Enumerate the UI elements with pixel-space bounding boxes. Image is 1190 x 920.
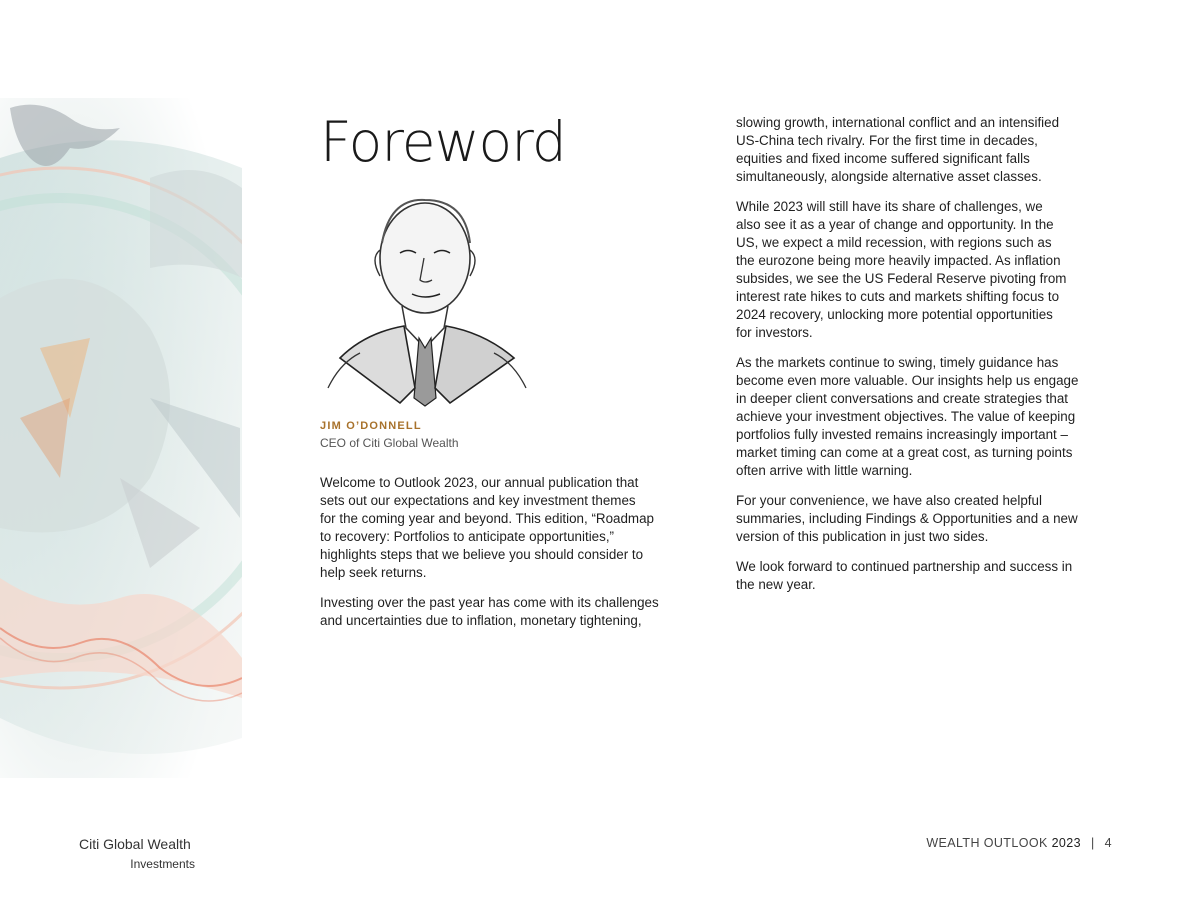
page-title: Foreword — [320, 110, 566, 174]
brand-name: Citi Global Wealth — [79, 836, 191, 852]
portrait-sketch-image — [320, 188, 534, 410]
footer-brand — [79, 836, 195, 871]
left-paragraph-1: Welcome to Outlook 2023, our annual publication that sets out our expectations and key investment themes for the coming year and beyond. This edition, “Roadmap to recovery: Portfolios to anticipate opportunities,” highlights steps that we believe you should consider to help seek returns. — [320, 475, 654, 580]
right-paragraph-3: As the markets continue to swing, timely guidance has become even more valuable. Our insights help us engage in deeper client conversations and create strategies that achieve your investment objectives. The value of keeping portfolios fully invested remains increasingly important – market timing can come at a great cost, as turning points often arrive with little warning. — [736, 355, 1079, 478]
decorative-collage-image — [0, 98, 242, 778]
publication-name: WEALTH OUTLOOK — [926, 836, 1048, 850]
left-column — [320, 112, 700, 642]
right-paragraph-4: For your convenience, we have also created helpful summaries, including Findings & Opportunities and a new version of this publication in just two sides. — [736, 493, 1078, 544]
footer-separator: | — [1090, 836, 1095, 850]
author-name: JIM O’DONNELL — [320, 420, 422, 432]
footer-page-info — [926, 836, 1112, 850]
author-role: CEO of Citi Global Wealth — [320, 436, 459, 450]
right-paragraph-2: While 2023 will still have its share of challenges, we also see it as a year of change and opportunity. In the US, we expect a mild recession, with regions such as the eurozone being more heavily impacted. As inflation subsides, we see the US Federal Reserve pivoting from interest rate hikes to cuts and markets shifting focus to 2024 recovery, unlocking more potential opportunities for investors. — [736, 199, 1067, 340]
publication-year: 2023 — [1051, 836, 1081, 850]
right-paragraph-1: slowing growth, international conflict and an intensified US-China tech rivalry. For the first time in decades, equities and fixed income suffered significant falls simultaneously, alongside alternative asset classes. — [736, 115, 1060, 184]
brand-subtitle: Investments — [130, 857, 195, 871]
left-paragraph-2: Investing over the past year has come with its challenges and uncertainties due to inflation, monetary tightening, — [320, 595, 659, 628]
page-number: 4 — [1104, 836, 1112, 850]
right-paragraph-5: We look forward to continued partnership and success in the new year. — [736, 559, 1073, 592]
right-column — [736, 114, 1116, 606]
